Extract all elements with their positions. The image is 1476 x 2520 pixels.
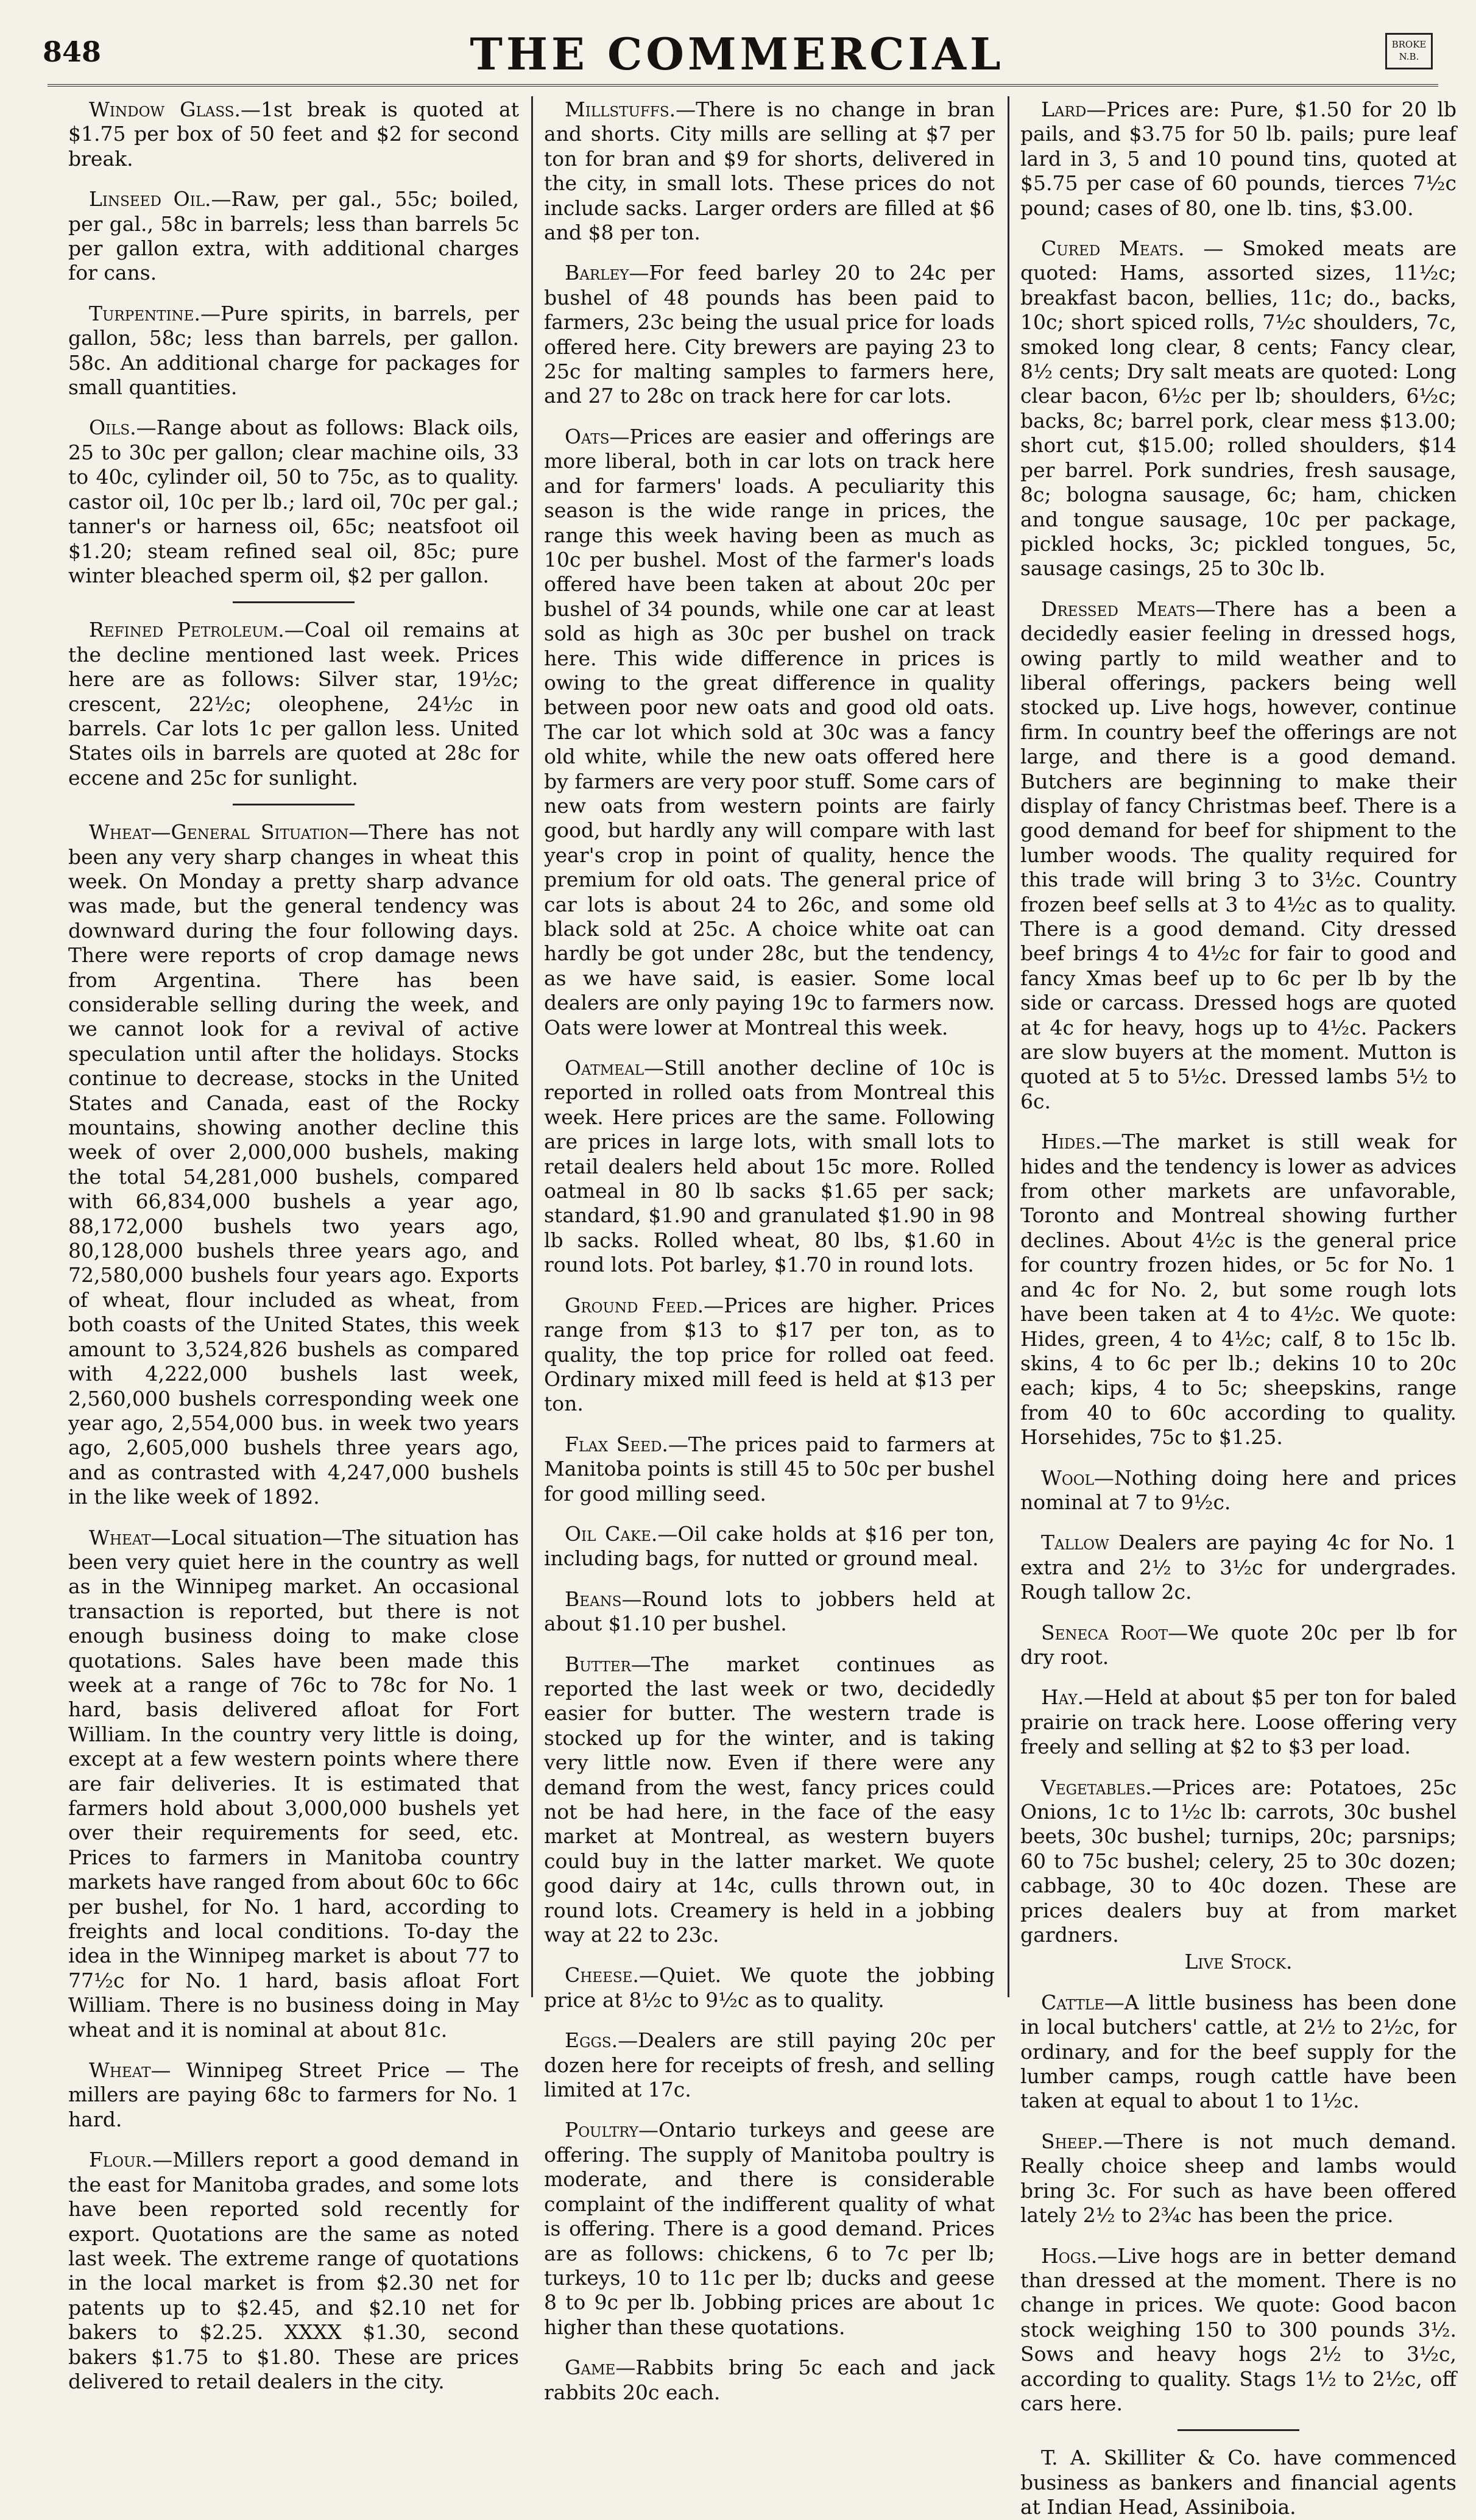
paragraph-lead: Eggs. — [565, 2028, 618, 2053]
market-report-paragraph — [68, 618, 519, 790]
paragraph-text: —Dealers are still paying 20c per dozen here for receipts of fresh, and selling limited at 17c. — [544, 2028, 995, 2102]
column-divider-2 — [1008, 96, 1009, 1997]
section-heading: Live Stock. — [1184, 1950, 1293, 1974]
paragraph-lead: Cured Meats. — [1041, 236, 1185, 261]
section-separator — [233, 804, 355, 805]
market-report-paragraph — [544, 2355, 995, 2405]
market-report-paragraph — [68, 2058, 519, 2132]
paragraph-text: —Millers report a good demand in the east for Manitoba grades, and some lots have been reported sold recently for export. Quotations are the same as noted last week. The extreme range of quotations in the local market is from $2.30 net for patents up to $2.45, and $2.10 net for bakers to $2.25. XXXX $1.30, second bakers $1.75 to $1.80. These are prices delivered to retail dealers in the city. — [68, 2148, 519, 2393]
paragraph-text: —There has a been a decidedly easier feeling in dressed hogs, owing partly to mild weather and to liberal offerings, packers being well stocked up. Live hogs, however, continue firm. In country beef the offerings are not large, and there is a good demand. Butchers are beginning to make their display of fancy Christmas beef. There is a good demand for beef for shipment to the lumber woods. The quality required for this trade will bring 3 to 3½c. Country frozen beef sells at 3 to 4½c as to quality. There is a good demand. City dressed beef brings 4 to 4½c for fair to good and fancy Xmas beef up to 6c per lb by the side or carcass. Dressed hogs are quoted at 4c for heavy, hogs up to 4½c. Packers are slow buyers at the moment. Mutton is quoted at 5 to 5½c. Dressed lambs 5½ to 6c. — [1020, 596, 1457, 1113]
page-number: 848 — [43, 35, 102, 68]
paragraph-lead: Dressed Meats — [1041, 596, 1196, 621]
market-report-paragraph — [68, 187, 519, 286]
paragraph-lead: Oatmeal — [565, 1056, 644, 1080]
paragraph-text: —Nothing doing here and prices nominal at 7 to 9½c. — [1020, 1465, 1457, 1514]
paragraph-text: —We quote 20c per lb for dry root. — [1020, 1620, 1457, 1669]
paragraph-text: —Still another decline of 10c is reported in rolled oats from Montreal this week. Here prices are the same. Following are prices in large lots, with small lots to retail dealers held about 15c more. Rolled oatmeal in 80 lb sacks $1.65 per sack; standard, $1.90 and granulated $1.90 in 98 lb sacks. Rolled wheat, 80 lbs, $1.60 in round lots. Pot barley, $1.70 in round lots. — [544, 1056, 995, 1277]
paragraph-text: —There is no change in bran and shorts. City mills are selling at $7 per ton for bran and $9 for shorts, delivered in the city, in small lots. These prices do not include sacks. Larger orders are filled at $6 and $8 per ton. — [544, 97, 995, 245]
paragraph-text: —There is not much demand. Really choice sheep and lambs would bring 3c. For such as have been offered lately 2½ to 2¾c has been the price. — [1020, 2129, 1457, 2228]
header-rule — [48, 84, 1438, 87]
paragraph-lead: Millstuffs. — [565, 97, 676, 121]
paragraph-lead: Oats — [565, 424, 610, 448]
paragraph-lead: Window Glass. — [89, 97, 241, 121]
library-stamp — [1385, 33, 1433, 69]
paragraph-text: —Range about as follows: Black oils, 25 to 30c per gallon; clear machine oils, 33 to 40c, cylinder oil, 50 to 75c, as to quality. castor oil, 10c per lb.; lard oil, 70c per gal.; tanner's or harness oil, 65c; neatsfoot oil $1.20; steam refined seal oil, 85c; pure winter bleached sperm oil, $2 per gallon. — [68, 416, 519, 587]
paragraph-text: —1st break is quoted at $1.75 per box of 50 feet and $2 for second break. — [68, 97, 519, 171]
market-report-paragraph — [68, 2148, 519, 2394]
market-report-paragraph — [1020, 1991, 1457, 2114]
paragraph-text: —Rabbits bring 5c each and jack rabbits 20c each. — [544, 2355, 995, 2404]
paragraph-lead: Wool — [1041, 1465, 1094, 1490]
paragraph-lead: Refined Petroleum. — [89, 618, 284, 642]
market-report-paragraph — [1020, 236, 1457, 581]
paragraph-lead: Wheat—General Situation — [89, 820, 349, 844]
paragraph-lead: Wheat — [89, 1525, 151, 1549]
paragraph-lead: Game — [565, 2355, 616, 2380]
market-report-paragraph — [1020, 2244, 1457, 2416]
column-2 — [544, 97, 995, 2404]
paragraph-text: —Prices are easier and offerings are more liberal, both in car lots on track here and for farmers' loads. A peculiarity this season is the wide range in prices, the range this week having been as much as 10c per bushel. Most of the farmer's loads offered have been taken at about 20c per bushel of 34 pounds, while one car at least sold as high as 30c per bushel on track here. This wide difference in prices is owing to the great difference in quality between poor new oats and good old oats. The car lot which sold at 30c was a fancy old white, while the new oats offered here by farmers are very poor stuff. Some cars of new oats from western points are fairly good, but hardly any will compare with last year's crop in point of quality, hence the premium for old oats. The general price of car lots is about 24 to 26c, and some old black sold at 25c. A choice white oat can hardly be got under 28c, but the tendency, as we have said, is easier. Some local dealers are only paying 19c to farmers now. Oats were lower at Montreal this week. — [544, 424, 995, 1039]
market-report-paragraph — [68, 416, 519, 588]
market-report-paragraph — [1020, 1531, 1457, 1604]
market-report-paragraph — [544, 2118, 995, 2340]
market-report-paragraph — [544, 1294, 995, 1417]
paragraph-text: —Oil cake holds at $16 per ton, including bags, for nutted or ground meal. — [544, 1521, 995, 1571]
paragraph-text: —The prices paid to farmers at Manitoba points is still 45 to 50c per bushel for good milling seed. — [544, 1432, 995, 1506]
paragraph-text: —Prices are: Pure, $1.50 for 20 lb pails, and $3.75 for 50 lb. pails; pure leaf lard in 3, 5 and 10 pound tins, quoted at $5.75 per case of 60 pounds, tierces 7½c pound; cases of 80, one lb. tins, $3.00. — [1020, 97, 1457, 220]
market-report-paragraph — [1020, 97, 1457, 221]
paragraph-lead: Butter — [565, 1652, 631, 1676]
paragraph-lead: Hay. — [1041, 1685, 1084, 1710]
paragraph-text: —The market continues as reported the last week or two, decidedly easier for butter. The western trade is stocked up for the winter, and is taking very little now. Even if there were any demand from the west, fancy prices could not be had here, in the face of the easy market at Montreal, as western buyers could buy in the latter market. We quote good dairy at 14c, culls thrown out, in round lots. Creamery is held in a jobbing way at 22 to 23c. — [544, 1652, 995, 1947]
paragraph-text: —Pure spirits, in barrels, per gallon, 58c; less than barrels, per gallon. 58c. An additional charge for packages for small quantities. — [68, 301, 519, 400]
market-report-paragraph — [1020, 1621, 1457, 1670]
column-divider-1 — [531, 96, 533, 1997]
market-report-paragraph — [544, 97, 995, 245]
paragraph-lead: Seneca Root — [1041, 1620, 1168, 1644]
market-report-paragraph — [544, 1587, 995, 1637]
paragraph-lead: Oils. — [89, 416, 136, 440]
paragraph-text: —Ontario turkeys and geese are offering. The supply of Manitoba poultry is moderate, and there is considerable complaint of the indifferent quality of what is offering. There is a good demand. Prices are as follows: chickens, 6 to 7c per lb; turkeys, 10 to 11c per lb; ducks and geese 8 to 9c per lb. Jobbing prices are about 1c higher than these quotations. — [544, 2118, 995, 2339]
paragraph-text: —Live hogs are in better demand than dressed at the moment. There is no change in prices. We quote: Good bacon stock weighing 150 to 300 pounds 3½. Sows and heavy hogs 2½ to 3½c, according to quality. Stags 1½ to 2½c, off cars here. — [1020, 2243, 1457, 2415]
market-report-paragraph — [544, 425, 995, 1040]
paragraph-text: —Held at about $5 per ton for baled prairie on track here. Loose offering very freely and selling at $2 to $3 per load. — [1020, 1685, 1457, 1759]
paragraph-lead: Flax Seed. — [565, 1432, 668, 1456]
paragraph-lead: Ground Feed. — [565, 1293, 704, 1317]
market-report-paragraph — [544, 1963, 995, 2012]
market-report-paragraph — [544, 261, 995, 408]
paragraph-text: —Coal oil remains at the decline mentioned last week. Prices here are as follows: Silver star, 19½c; crescent, 22½c; oleophene, 24½c in barrels. Car lots 1c per gallon less. United States oils in barrels are quoted at 28c for eccene and 25c for sunlight. — [68, 618, 519, 790]
paragraph-lead: Lard — [1041, 97, 1087, 121]
paragraph-text: —Prices are: Potatoes, 25c Onions, 1c to 1½c lb: carrots, 30c bushel beets, 30c bushel; turnips, 20c; parsnips; 60 to 75c bushel; celery, 25 to 30c dozen; cabbage, 30 to 40c dozen. These are prices dealers buy at from market gardners. — [1020, 1775, 1457, 1947]
market-report-paragraph — [1020, 1685, 1457, 1759]
paragraph-text: —Quiet. We quote the jobbing price at 8½c to 9½c as to quality. — [544, 1963, 995, 2012]
paragraph-text: —Round lots to jobbers held at about $1.10 per bushel. — [544, 1587, 995, 1636]
column-1 — [68, 97, 520, 2393]
stamp-line-2: N.B. — [1399, 51, 1419, 62]
market-report-paragraph — [1020, 597, 1457, 1114]
paragraph-text: — Smoked meats are quoted: Hams, assorted sizes, 11½c; breakfast bacon, bellies, 11c; do., backs, 10c; short spiced rolls, 7½c shoulders, 7c, smoked long clear, 8 cents; Fancy clear, 8½ cents; Dry salt meats are quoted: Long clear bacon, 6½c per lb; shoulders, 6½c; backs, 8c; barrel pork, clear mess $13.00; short cut, $15.00; rolled shoulders, $14 per barrel. Pork sundries, fresh sausage, 8c; bologna sausage, 6c; ham, chicken and tongue sausage, 10c per package, pickled hocks, 3c; pickled tongues, 5c, sausage casings, 25 to 30c lb. — [1020, 236, 1457, 581]
paragraph-lead: Flour. — [89, 2148, 153, 2172]
paragraph-lead: Beans — [565, 1587, 622, 1611]
paragraph-lead: Barley — [565, 261, 629, 285]
paragraph-text: —A little business has been done in local butchers' cattle, at 2½ to 2½c, for ordinary, and for the beef supply for the lumber camps, rough cattle have been taken at equal to about 1 to 1½c. — [1020, 1990, 1457, 2113]
market-report-paragraph — [1020, 1466, 1457, 1515]
paragraph-text: —Raw, per gal., 55c; boiled, per gal., 58c in barrels; less than barrels 5c per gallon extra, with additional charges for cans. — [68, 187, 520, 285]
market-report-paragraph — [68, 302, 519, 400]
market-report-paragraph — [1020, 1775, 1457, 1948]
masthead-title: THE COMMERCIAL — [470, 28, 1005, 80]
paragraph-lead: Poultry — [565, 2118, 638, 2142]
paragraph-text: —For feed barley 20 to 24c per bushel of 48 pounds has been paid to farmers, 23c being the usual price for loads offered here. City brewers are paying 23 to 25c for malting samples to farmers here, and 27 to 28c on track here for car lots. — [544, 261, 995, 408]
section-separator — [233, 601, 355, 603]
market-report-paragraph — [1020, 2129, 1457, 2228]
paragraph-lead: Vegetables. — [1041, 1775, 1152, 1799]
paragraph-lead: Turpentine. — [89, 301, 200, 325]
market-report-paragraph — [68, 820, 519, 1509]
market-report-paragraph — [544, 1432, 995, 1506]
market-report-paragraph — [68, 1526, 519, 2043]
paragraph-text: T. A. Skilliter & Co. have commenced business as bankers and financial agents at Indian Head, Assiniboia. — [1020, 2446, 1457, 2519]
paragraph-text: — Winnipeg Street Price — The millers are paying 68c to farmers for No. 1 hard. — [68, 2058, 519, 2131]
market-report-paragraph — [544, 1652, 995, 1948]
paragraph-lead: Sheep. — [1041, 2129, 1104, 2153]
page-header — [37, 24, 1438, 82]
market-report-paragraph — [544, 2028, 995, 2102]
paragraph-lead: Hides. — [1041, 1130, 1102, 1154]
paragraph-text: —Local situation—The situation has been very quiet here in the country as well as in the Winnipeg market. An occasional transaction is reported, but there is not enough business doing to make close quotations. Sales have been made this week at a range of 76c to 78c for No. 1 hard, basis delivered afloat for Fort William. In the country very little is doing, except at a few western points where there are fair deliveries. It is estimated that farmers hold about 3,000,000 bushels yet over their requirements for seed, etc. Prices to farmers in Manitoba country markets have ranged from about 60c to 66c per bushel, for No. 1 hard, according to freights and local conditions. To-day the idea in the Winnipeg market is about 77 to 77½c for No. 1 hard, basis afloat Fort William. There is no business doing in May wheat and it is nominal at about 81c. — [68, 1525, 519, 2042]
paragraph-text: —The market is still weak for hides and the tendency is lower as advices from other markets are unfavorable, Toronto and Montreal showing further declines. About 4½c is the general price for country frozen hides, or 5c for No. 1 and 4c for No. 2, but some rough lots have been taken at 4 to 4½c. We quote: Hides, green, 4 to 4½c; calf, 8 to 15c lb. skins, 4 to 6c per lb.; dekins 10 to 20c each; kips, 4 to 5c; sheepskins, range from 40 to 60c according to quality. Horsehides, 75c to $1.25. — [1020, 1130, 1457, 1449]
market-report-paragraph — [544, 1522, 995, 1571]
stamp-line-1: BROKE — [1391, 39, 1427, 50]
paragraph-lead: Tallow — [1041, 1531, 1109, 1555]
market-report-paragraph — [544, 1056, 995, 1278]
paragraph-lead: Wheat — [89, 2058, 151, 2083]
paragraph-lead: Linseed Oil. — [89, 187, 211, 211]
section-separator — [1178, 2429, 1299, 2431]
paragraph-text: —There has not been any very sharp changes in wheat this week. On Monday a pretty sharp advance was made, but the general tendency was downward during the four following days. There were reports of crop damage news from Argentina. There has been considerable selling during the week, and we cannot look for a revival of active speculation until after the holidays. Stocks continue to decrease, stocks in the United States and Canada, east of the Rocky mountains, showing another decline this week of over 2,000,000 bushels, making the total 54,281,000 bushels, compared with 66,834,000 bushels a year ago, 88,172,000 bushels two years ago, 80,128,000 bushels three years ago, and 72,580,000 bushels four years ago. Exports of wheat, flour included as wheat, from both coasts of the United States, this week amount to 3,524,826 bushels as compared with 4,222,000 bushels last week, 2,560,000 bushels corresponding week one year ago, 2,554,000 bus. in week two years ago, 2,605,000 bushels three years ago, and as contrasted with 4,247,000 bushels in the like week of 1892. — [68, 820, 520, 1509]
market-report-paragraph — [1020, 1130, 1457, 1449]
paragraph-text: —Prices are higher. Prices range from $13 to $17 per ton, as to quality, the top price for rolled oat feed. Ordinary mixed mill feed is held at $13 per ton. — [544, 1293, 995, 1416]
paragraph-lead: Oil Cake. — [565, 1521, 658, 1546]
market-report-paragraph — [1020, 2446, 1457, 2519]
paragraph-lead: Cheese. — [565, 1963, 639, 1987]
paragraph-lead: Cattle — [1041, 1990, 1104, 2014]
market-report-paragraph — [68, 97, 519, 171]
paragraph-lead: Hogs. — [1041, 2243, 1098, 2268]
paragraph-text: Dealers are paying 4c for No. 1 extra and 2½ to 3½c for undergrades. Rough tallow 2c. — [1020, 1531, 1457, 1604]
column-3 — [1020, 97, 1457, 2519]
